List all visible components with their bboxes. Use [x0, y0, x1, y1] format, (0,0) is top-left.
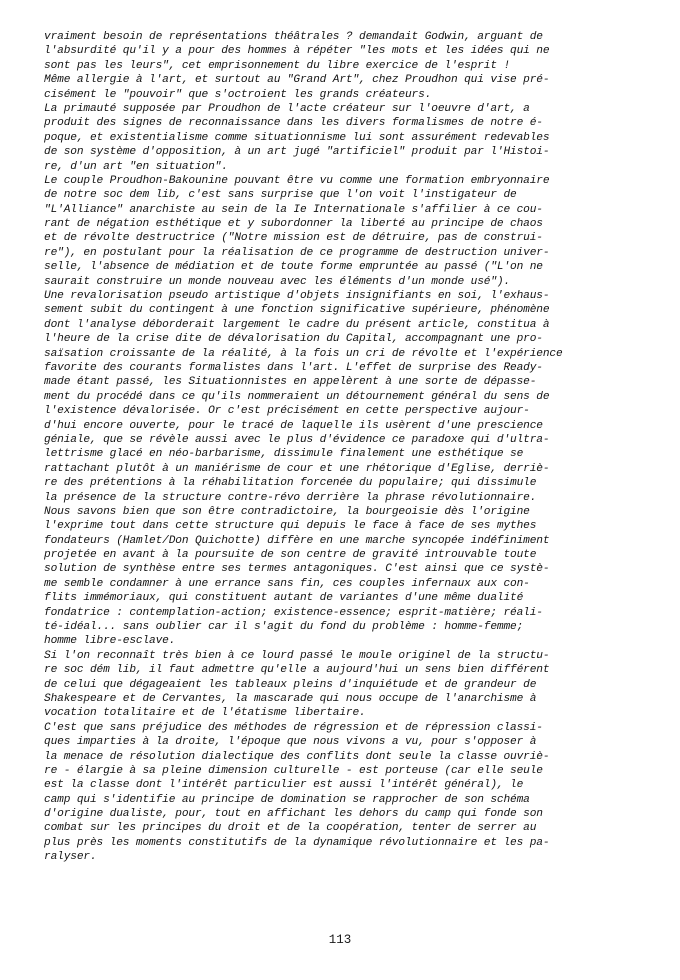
- text-line: est la classe dont l'intérêt particulier est aussi l'intérêt général), le: [44, 779, 524, 792]
- text-line: rattachant plutôt à un maniérisme de cour et une rhétorique d'Eglise, derriè-: [44, 462, 550, 475]
- text-line: re - élargie à sa pleine dimension culturelle - est porteuse (car elle seule: [44, 764, 543, 777]
- text-line: de celui que dégageaient les tableaux pleins d'inquiétude et de grandeur de: [44, 678, 537, 691]
- text-line: poque, et existentialisme comme situationnisme lui sont assurément redevables: [44, 131, 550, 144]
- text-line: plus près les moments constitutifs de la dynamique révolutionnaire et les pa-: [44, 836, 550, 849]
- text-line: re"), en postulant pour la réalisation de ce programme de destruction univer-: [44, 246, 550, 259]
- text-line: selle, l'absence de médiation et de toute forme empruntée au passé ("L'on ne: [44, 261, 543, 274]
- text-line: sement subit du contingent à une fonction significative supérieure, phénomène: [44, 304, 550, 317]
- text-line: de notre soc dem lib, c'est sans surprise que l'on voit l'instigateur de: [44, 189, 517, 202]
- text-line: "L'Alliance" anarchiste au sein de la Ie Internationale s'affilier à ce cou-: [44, 203, 543, 216]
- text-line: l'heure de la crise dite de dévalorisation du Capital, accompagnant une pro-: [44, 333, 543, 346]
- text-line: géniale, que se révèle aussi avec le plus d'évidence ce paradoxe qui d'ultra-: [44, 433, 550, 446]
- text-line: favorite des courants formalistes dans l'art. L'effet de surprise des Ready-: [44, 361, 543, 374]
- text-line: rant de négation esthétique et y subordonner la liberté au principe de chaos: [44, 218, 543, 231]
- text-line: Une revalorisation pseudo artistique d'objets insignifiants en soi, l'exhaus-: [44, 290, 550, 303]
- text-line: Le couple Proudhon-Bakounine pouvant être vu comme une formation embryonnaire: [44, 174, 550, 187]
- text-line: homme libre-esclave.: [44, 635, 176, 648]
- page-body: [44, 30, 656, 865]
- text-line: La primauté supposée par Proudhon de l'acte créateur sur l'oeuvre d'art, a: [44, 102, 530, 115]
- text-line: et de révolte destructrice ("Notre mission est de détruire, pas de construi-: [44, 232, 543, 245]
- text-line: d'origine dualiste, pour, tout en affichant les dehors du camp qui fonde son: [44, 808, 543, 821]
- text-line: solution de synthèse entre ses termes antagoniques. C'est ainsi que ce systè-: [44, 563, 550, 576]
- text-line: fondatrice : contemplation-action; existence-essence; esprit-matière; réali-: [44, 606, 543, 619]
- text-line: re soc dém lib, il faut admettre qu'elle a aujourd'hui un sens bien différent: [44, 664, 550, 677]
- text-line: Shakespeare et de Cervantes, la mascarade qui nous occupe de l'anarchisme à: [44, 692, 537, 705]
- text-line: la présence de la structure contre-révo derrière la phrase révolutionnaire.: [44, 491, 537, 504]
- text-line: cisément le "pouvoir" que s'octroient les grands créateurs.: [44, 88, 432, 101]
- text-line: sont pas les leurs", cet emprisonnement du libre exercice de l'esprit !: [44, 59, 511, 72]
- text-line: me semble condamner à une errance sans fin, ces couples infernaux aux con-: [44, 577, 530, 590]
- text-line: produit des signes de reconnaissance dans les divers formalismes de notre é-: [44, 117, 543, 130]
- page-number: 113: [328, 933, 352, 947]
- text-line: Nous savons bien que son être contradictoire, la bourgeoisie dès l'origine: [44, 505, 530, 518]
- text-line: té-idéal... sans oublier car il s'agit du fond du problème : homme-femme;: [44, 621, 524, 634]
- text-line: ques imparties à la droite, l'époque que nous vivons a vu, pour s'opposer à: [44, 736, 537, 749]
- text-line: dont l'analyse déborderait largement le cadre du présent article, constitua à: [44, 318, 550, 331]
- text-line: C'est que sans préjudice des méthodes de régression et de répression classi-: [44, 721, 543, 734]
- text-line: re des prétentions à la réhabilitation forcenée du populaire; qui dissimule: [44, 477, 537, 490]
- text-line: Même allergie à l'art, et surtout au "Grand Art", chez Proudhon qui vise pré-: [44, 74, 550, 87]
- text-line: saïsation croissante de la réalité, à la fois un cri de révolte et l'expérience: [44, 347, 563, 360]
- text-line: la menace de résolution dialectique des conflits dont seule la classe ouvriè-: [44, 750, 550, 763]
- text-line: d'hui encore ouverte, pour le tracé de laquelle ils usèrent d'une prescience: [44, 419, 543, 432]
- text-line: ralyser.: [44, 851, 97, 864]
- text-line: flits immémoriaux, qui constituent autant de variantes d'une même dualité: [44, 592, 524, 605]
- text-line: Si l'on reconnaît très bien à ce lourd passé le moule originel de la structu-: [44, 649, 550, 662]
- text-line: ment du procédé dans ce qu'ils nommeraient un détournement général du sens de: [44, 390, 550, 403]
- text-line: l'exprime tout dans cette structure qui depuis le face à face de ses mythes: [44, 520, 537, 533]
- text-line: vraiment besoin de représentations théâtrales ? demandait Godwin, arguant de: [44, 31, 543, 43]
- text-line: made étant passé, les Situationnistes en appelèrent à une sorte de dépasse-: [44, 376, 537, 389]
- text-line: fondateurs (Hamlet/Don Quichotte) diffère en une marche syncopée indéfiniment: [44, 534, 550, 547]
- text-line: vocation totalitaire et de l'étatisme libertaire.: [44, 707, 366, 720]
- text-line: combat sur les principes du droit et de la coopération, tenter de serrer au: [44, 822, 537, 835]
- text-line: camp qui s'identifie au principe de domination se rapprocher de son schéma: [44, 793, 530, 806]
- text-line: de son système d'opposition, à un art jugé "artificiel" produit par l'Histoi-: [44, 146, 550, 159]
- text-line: re, d'un art "en situation".: [44, 160, 228, 173]
- text-line: lettrisme glacé en néo-barbarisme, dissimule finalement une esthétique se: [44, 448, 524, 461]
- text-line: l'existence dévalorisée. Or c'est précisément en cette perspective aujour-: [44, 405, 530, 418]
- text-line: l'absurdité qu'il y a pour des hommes à répéter "les mots et les idées qui ne: [44, 45, 550, 58]
- text-line: saurait construire un monde nouveau avec les éléments d'un monde usé").: [44, 275, 511, 288]
- text-line: projetée en avant à la poursuite de son centre de gravité introuvable toute: [44, 549, 537, 562]
